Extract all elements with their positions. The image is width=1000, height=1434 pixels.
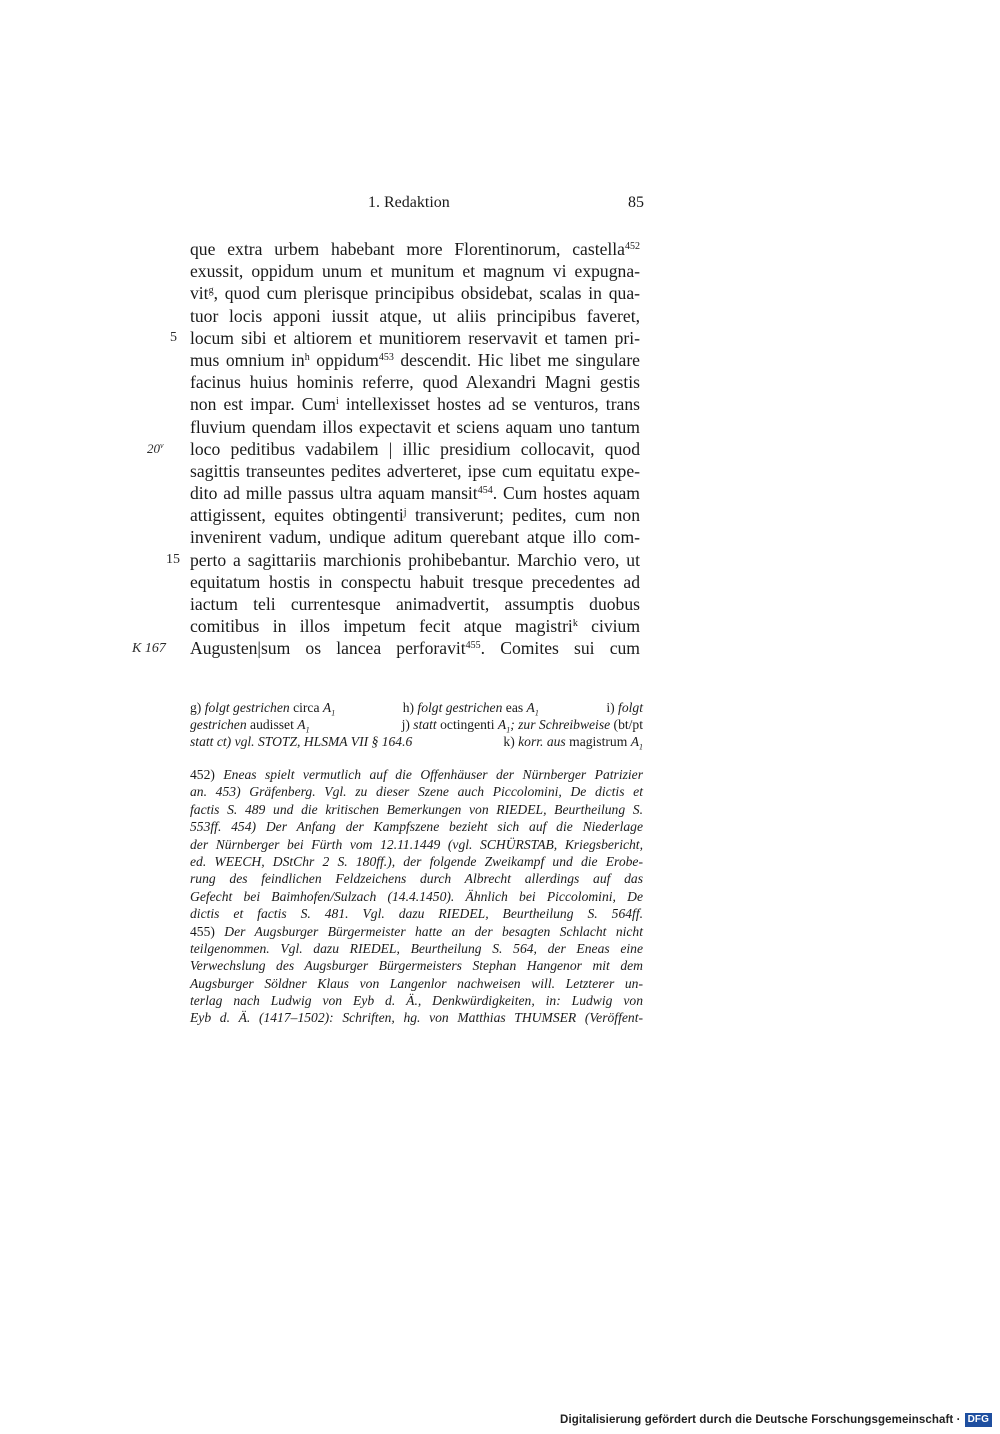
commentary-text: Eneas spielt vermutlich auf die Offenhäuser der Nürnberger Patrizier	[223, 767, 643, 782]
commentary-text: Augsburger Söldner Klaus von Langenlor nachweisen will. Letzterer un-	[190, 975, 643, 991]
text-line-13: attigissent, equites obtingenti$^j$ transiverunt; pedites, cum non	[190, 505, 640, 526]
folio-number: 20	[147, 440, 160, 456]
apparatus-note-h: h) folgt gestrichen eas $A_1$	[402, 700, 539, 718]
commentary-line	[190, 766, 643, 783]
commentary-text: dictis et factis S. 481. Vgl. dazu RIEDEL, Beurtheilung S. 564ff.	[190, 906, 643, 922]
apparatus-note-g: g) folgt gestrichen circa $A_1$	[190, 700, 336, 718]
footnote-ref-452[interactable]: 452	[625, 241, 640, 252]
commentary-line	[190, 905, 643, 922]
text-line-14: invenirent vadum, undique aditum querebant atque illo com-	[190, 527, 640, 548]
text-line-7: facinus huius hominis referre, quod Alexandri Magni gestis	[190, 372, 640, 393]
text-line-10: loco peditibus vadabilem | illic presidium collocavit, quod	[190, 438, 640, 459]
commentary-text: Der Augsburger Bürgermeister hatte an der besagten Schlacht nicht	[224, 923, 644, 939]
funding-text: Digitalisierung gefördert durch die Deutsche Forschungsgemeinschaft ·	[560, 1414, 961, 1426]
footnote-ref-454[interactable]: 454	[477, 485, 493, 497]
footnote-ref-455[interactable]: 455	[465, 640, 481, 652]
apparatus-ref-j[interactable]: j	[403, 507, 407, 519]
folio-side: v	[160, 440, 164, 450]
commentary-text: Verwechslung des Augsburger Bürgermeisters Stephan Hangenor mit dem	[190, 958, 643, 974]
commentary-line	[190, 940, 643, 957]
text-line-16: equitatum hostis in conspectu habuit tresque precedentes ad	[190, 571, 640, 592]
commentary-note-number: 452)	[190, 767, 215, 782]
commentary-line	[190, 801, 643, 818]
line-number-5: 5	[170, 329, 177, 345]
commentary-notes	[190, 766, 643, 1027]
edition-page-ref: K 167	[132, 640, 166, 656]
commentary-text: ed. WEECH, DStChr 2 S. 180ff.), der folgende Zweikampf und die Erobe-	[190, 853, 643, 869]
apparatus-line-3	[190, 733, 643, 750]
critical-apparatus	[190, 699, 643, 750]
commentary-text: terlag nach Ludwig von Eyb d. Ä., Denkwürdigkeiten, in: Ludwig von	[190, 993, 643, 1009]
text-line-12: dito ad mille passus ultra aquam mansit$^{454}$. Cum hostes aquam	[190, 483, 640, 504]
line-number-15: 15	[166, 551, 180, 567]
text-line-19: Augusten|sum os lancea perforavit$^{455}$. Comites sui cum	[190, 638, 640, 659]
footnote-ref-453[interactable]: 453	[378, 351, 394, 363]
text-line-18: comitibus in illos impetum fecit atque magistri$^k$ civium	[190, 616, 641, 637]
apparatus-ref-k[interactable]: k	[572, 618, 578, 630]
folio-marker	[147, 438, 164, 460]
commentary-line	[190, 870, 643, 887]
text-line-5: locum sibi et altiorem et munitiorem reservavit et tamen pri-	[190, 327, 640, 348]
apparatus-line-2	[190, 716, 643, 733]
commentary-line	[190, 975, 643, 992]
text-line-1: que extra urbem habebant more Florentinorum, castella$^{452}$	[190, 239, 640, 259]
commentary-text: Gefecht bei Baimhofen/Sulzach (14.4.1450). Ähnlich bei Piccolomini, De	[190, 888, 643, 904]
commentary-line	[190, 783, 643, 800]
text-line-15: perto a sagittariis marchionis prohibebantur. Marchio vero, ut	[190, 549, 640, 570]
dfg-logo: DFG	[965, 1413, 992, 1427]
commentary-line	[190, 888, 643, 905]
text-line-3: vit$^g$, quod cum plerisque principibus obsidebat, scalas in qua-	[190, 283, 640, 304]
apparatus-ref-g[interactable]: g	[208, 285, 214, 297]
funding-notice	[560, 1412, 992, 1428]
apparatus-note-j-end: statt ct) vgl. STOTZ, HLSMA VII § 164.6	[190, 734, 413, 749]
commentary-note-number: 455)	[190, 923, 215, 939]
text-line-17: iactum teli currentesque animadvertit, assumptis duobus	[190, 594, 640, 614]
apparatus-line-1	[190, 699, 643, 716]
text-line-2: exussit, oppidum unum et munitum et magnum vi expugna-	[190, 261, 640, 282]
page-number: 85	[628, 194, 644, 211]
main-text	[190, 238, 640, 660]
commentary-text: der Nürnberger bei Fürth vom 12.11.1449 (vgl. SCHÜRSTAB, Kriegsbericht,	[190, 836, 643, 852]
commentary-line	[190, 853, 643, 870]
commentary-text: an. 453) Gräfenberg. Vgl. zu dieser Szene auch Piccolomini, De dictis et	[190, 784, 643, 800]
apparatus-note-i-end: gestrichen audisset $A_1$	[190, 717, 310, 735]
text-line-11: sagittis transeuntes pedites adverteret, ipse cum equitatu expe-	[190, 460, 640, 481]
commentary-line	[190, 836, 643, 853]
apparatus-ref-h[interactable]: h	[304, 351, 310, 363]
apparatus-note-j-start: j) statt octingenti $A_1$; zur Schreibweise (bt/pt	[401, 717, 643, 735]
commentary-text: rung des feindlichen Feldzeichens durch Albrecht allerdings auf das	[190, 871, 643, 887]
text-line-6: mus omnium $in^h$ oppidum$^{453}$ descendit. Hic libet me singulare	[190, 349, 640, 370]
commentary-line	[190, 957, 643, 974]
running-head	[190, 194, 644, 216]
running-head-title: 1. Redaktion	[368, 194, 450, 211]
commentary-line	[190, 818, 643, 835]
apparatus-note-k: k) korr. aus magistrum $A_1$	[503, 734, 643, 752]
commentary-text: Eyb d. Ä. (1417–1502): Schriften, hg. von Matthias THUMSER (Veröffent-	[190, 1010, 643, 1026]
text-line-4: tuor locis apponi iussit atque, ut aliis principibus faveret,	[190, 305, 640, 326]
apparatus-note-i-start: i) folgt	[606, 700, 643, 715]
commentary-line	[190, 923, 643, 940]
commentary-line	[190, 992, 643, 1009]
commentary-line	[190, 1009, 643, 1026]
text-line-9: fluvium quendam illos expectavit et sciens aquam uno tantum	[190, 416, 640, 437]
commentary-text: 553ff. 454) Der Anfang der Kampfszene bezieht sich auf die Niederlage	[190, 819, 643, 835]
commentary-text: factis S. 489 und die kritischen Bemerkungen von RIEDEL, Beurtheilung S.	[190, 801, 643, 817]
text-line-8: non est impar. Cum$^i$ intellexisset hostes ad se venturos, trans	[190, 394, 641, 415]
commentary-text: teilgenommen. Vgl. dazu RIEDEL, Beurtheilung S. 564, der Eneas eine	[190, 940, 643, 956]
apparatus-ref-i[interactable]: i	[336, 396, 339, 408]
